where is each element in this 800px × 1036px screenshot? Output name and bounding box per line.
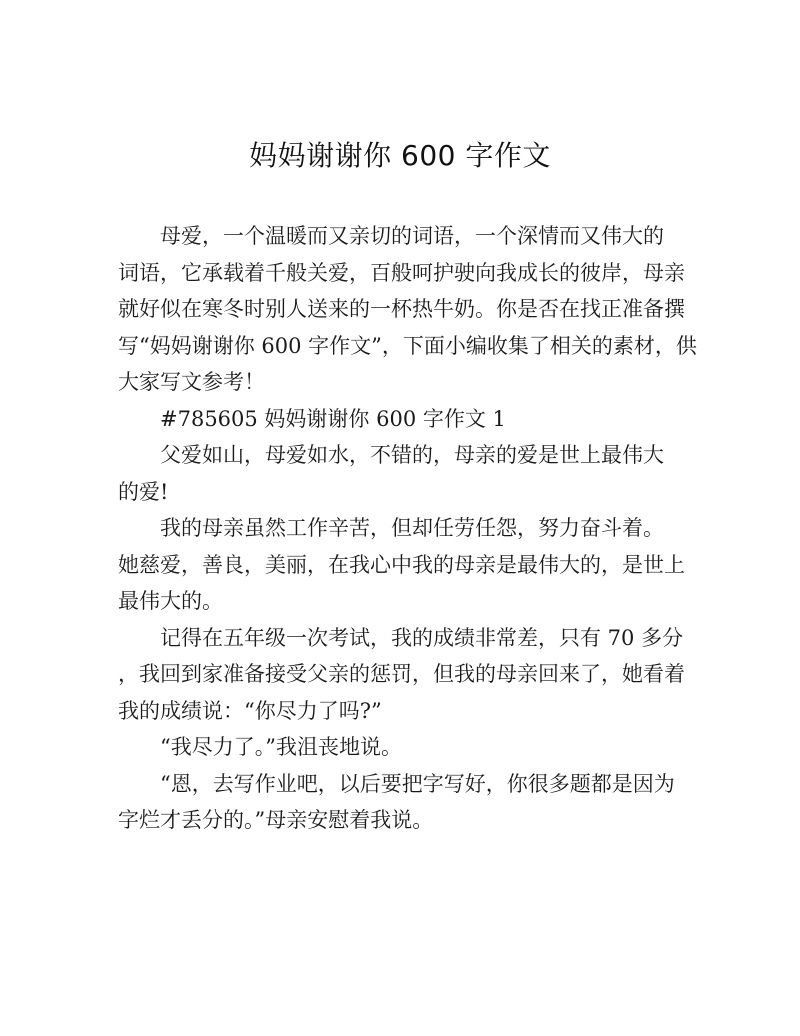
text-line: 她慈爱，善良，美丽，在我心中我的母亲是最伟大的，是世上 — [118, 552, 685, 577]
text-line: 父爱如山，母爱如水，不错的，母亲的爱是世上最伟大 — [160, 443, 664, 467]
text-line: 我的母亲虽然工作辛苦，但却任劳任怨，努力奋斗着。 — [160, 516, 664, 540]
document-body — [118, 218, 697, 839]
text-line: “我尽力了。”我沮丧地说。 — [160, 735, 402, 759]
text-line: 记得在五年级一次考试，我的成绩非常差，只有 70 多分 — [160, 625, 684, 650]
text-line: 大家写文参考！ — [118, 370, 265, 394]
text-line: 的爱! — [118, 479, 169, 504]
text-line: 我的成绩说：“你尽力了吗?” — [118, 698, 382, 723]
page-title: 妈妈谢谢你 600 字作文 — [249, 139, 551, 172]
text-line: ，我回到家准备接受父亲的惩罚，但我的母亲回来了，她看着 — [118, 662, 685, 686]
text-line: 词语，它承载着千般关爱，百般呵护驶向我成长的彼岸，母亲 — [118, 260, 685, 285]
text-line: #785605 妈妈谢谢你 600 字作文 1 — [160, 406, 506, 431]
text-line: “恩，去写作业吧，以后要把字写好，你很多题都是因为 — [160, 771, 675, 796]
text-line: 写“妈妈谢谢你 600 字作文”，下面小编收集了相关的素材，供 — [118, 333, 697, 358]
text-line: 就好似在寒冬时别人送来的一杯热牛奶。你是否在找正准备撰 — [118, 297, 685, 321]
text-line: 最伟大的。 — [118, 589, 223, 613]
text-line: 字烂才丢分的。”母亲安慰着我说。 — [118, 808, 434, 832]
text-line: 母爱，一个温暖而又亲切的词语，一个深情而又伟大的 — [160, 224, 664, 248]
